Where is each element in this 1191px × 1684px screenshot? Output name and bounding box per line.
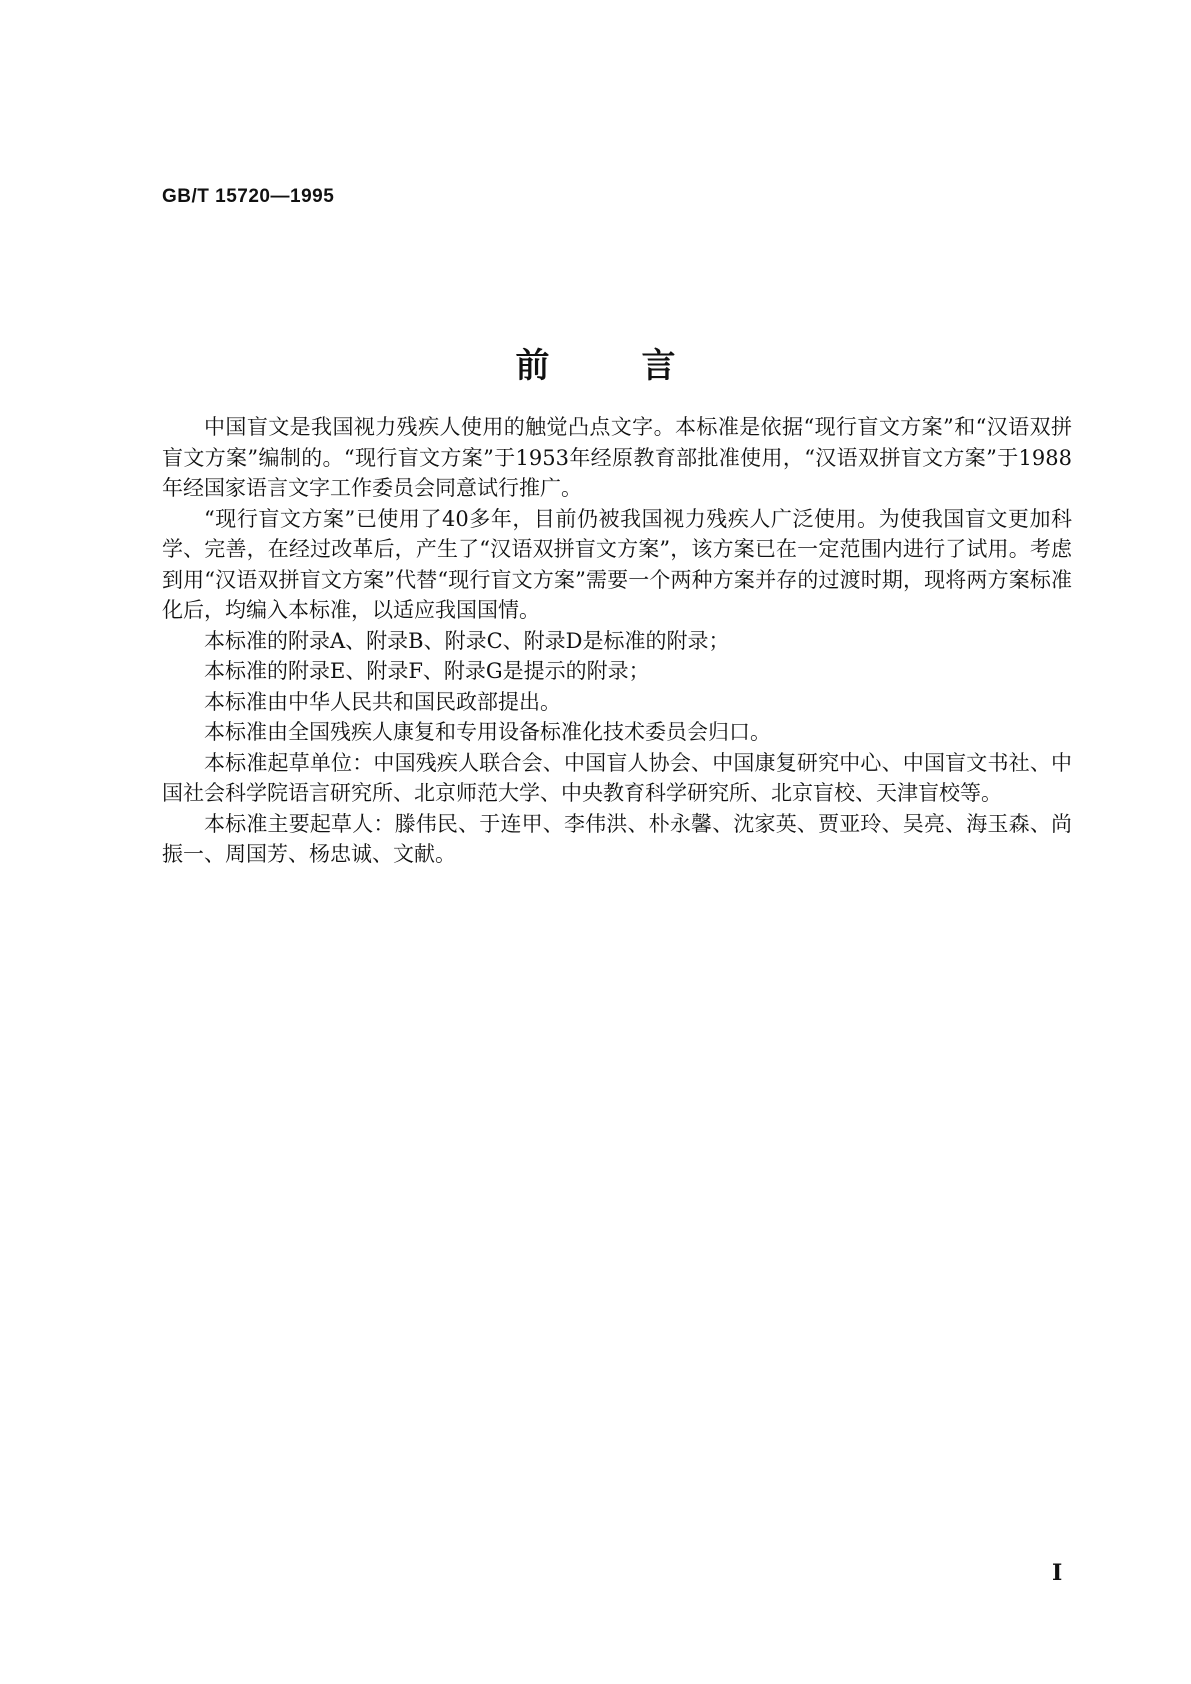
standard-code: GB/T 15720—1995: [162, 186, 335, 207]
page-title: 前言: [515, 346, 768, 386]
paragraph-proposer: 本标准由中华人民共和国民政部提出。: [204, 689, 561, 714]
paragraph-informative-appendices: 本标准的附录E、附录F、附录G是提示的附录；: [204, 659, 650, 683]
paragraph-drafters: 本标准主要起草人：滕伟民、于连甲、李伟洪、朴永馨、沈家英、贾亚玲、吴亮、海玉森、尚振一、周国芳、杨忠诚、文献。: [162, 811, 1072, 866]
paragraph-normative-appendices: 本标准的附录A、附录B、附录C、附录D是标准的附录；: [204, 628, 730, 653]
paragraph-drafting-units: 本标准起草单位：中国残疾人联合会、中国盲人协会、中国康复研究中心、中国盲文书社、中国社会科学院语言研究所、北京师范大学、中央教育科学研究所、北京盲校、天津盲校等。: [162, 750, 1072, 805]
page-number: I: [1052, 1560, 1063, 1586]
paragraph-intro: 中国盲文是我国视力残疾人使用的触觉凸点文字。本标准是依据“现行盲文方案”和“汉语双拼盲文方案”编制的。“现行盲文方案”于1953年经原教育部批准使用，“汉语双拼盲文方案”于1988年经国家语言文字工作委员会同意试行推广。: [162, 415, 1072, 500]
paragraph-history: “现行盲文方案”已使用了40多年，目前仍被我国视力残疾人广泛使用。为使我国盲文更加科学、完善，在经过改革后，产生了“汉语双拼盲文方案”，该方案已在一定范围内进行了试用。考虑到用“汉语双拼盲文方案”代替“现行盲文方案”需要一个两种方案并存的过渡时期，现将两方案标准化后，均编入本标准，以适应我国国情。: [162, 506, 1072, 622]
paragraph-committee: 本标准由全国残疾人康复和专用设备标准化技术委员会归口。: [204, 720, 771, 744]
foreword-body: [162, 412, 1072, 870]
